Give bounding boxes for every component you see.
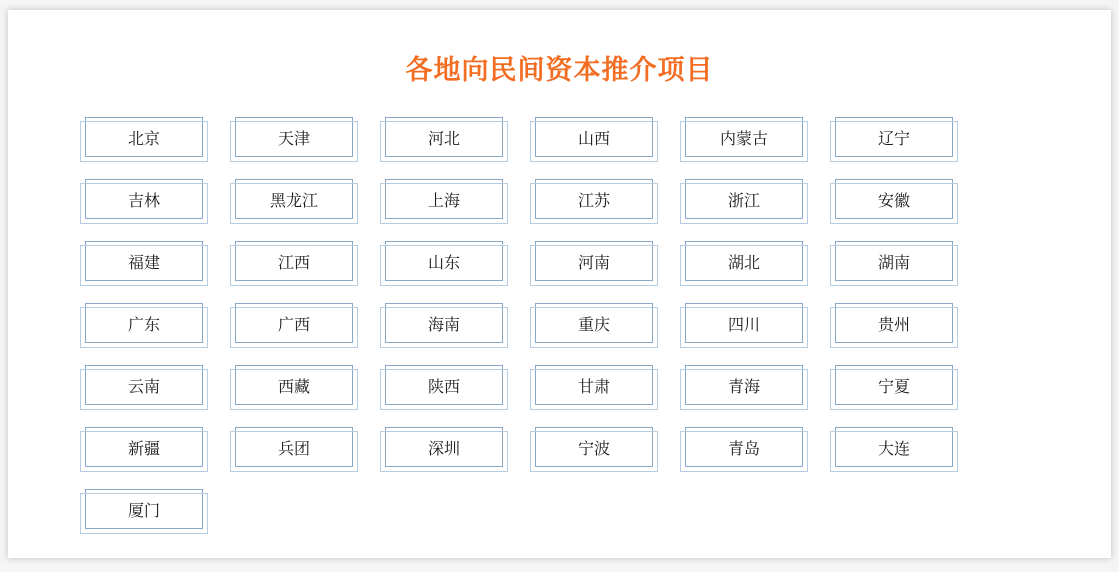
region-button[interactable]	[835, 117, 953, 157]
region-label: 海南	[427, 316, 460, 334]
region-button[interactable]	[835, 427, 953, 467]
region-label: 贵州	[877, 316, 910, 334]
region-button[interactable]	[685, 303, 803, 343]
region-button[interactable]	[535, 365, 653, 405]
region-button[interactable]	[835, 303, 953, 343]
region-button[interactable]	[835, 241, 953, 281]
region-button[interactable]	[235, 117, 353, 157]
page-title: 各地向民间资本推介项目	[405, 55, 714, 85]
region-label: 厦门	[127, 502, 160, 520]
region-button[interactable]	[835, 365, 953, 405]
region-label: 吉林	[127, 192, 160, 210]
region-label: 河北	[427, 130, 460, 148]
region-grid	[8, 117, 1111, 529]
region-button[interactable]	[685, 427, 803, 467]
region-label: 北京	[127, 130, 160, 148]
region-button[interactable]	[235, 427, 353, 467]
region-button[interactable]	[85, 241, 203, 281]
region-label: 山东	[427, 254, 460, 272]
region-button[interactable]	[385, 241, 503, 281]
region-button[interactable]	[85, 365, 203, 405]
region-button[interactable]	[685, 179, 803, 219]
region-button[interactable]	[685, 241, 803, 281]
region-label: 青海	[727, 378, 760, 396]
region-button[interactable]	[85, 179, 203, 219]
region-label: 深圳	[427, 440, 460, 458]
region-label: 陕西	[427, 378, 460, 396]
region-button[interactable]	[535, 303, 653, 343]
region-button[interactable]	[385, 303, 503, 343]
region-button[interactable]	[535, 179, 653, 219]
region-button[interactable]	[385, 365, 503, 405]
region-label: 江西	[277, 254, 310, 272]
region-label: 宁夏	[877, 378, 910, 396]
region-label: 四川	[727, 316, 760, 334]
region-label: 黑龙江	[269, 192, 318, 210]
region-button[interactable]	[535, 427, 653, 467]
region-button[interactable]	[685, 365, 803, 405]
region-label: 内蒙古	[719, 130, 768, 148]
region-label: 湖北	[727, 254, 760, 272]
region-label: 新疆	[127, 440, 160, 458]
region-label: 青岛	[727, 440, 760, 458]
region-button[interactable]	[85, 427, 203, 467]
region-label: 广东	[127, 316, 160, 334]
region-button[interactable]	[85, 117, 203, 157]
region-label: 西藏	[277, 378, 310, 396]
region-button[interactable]	[235, 179, 353, 219]
region-button[interactable]	[235, 241, 353, 281]
region-label: 重庆	[577, 316, 610, 334]
region-label: 江苏	[577, 192, 610, 210]
region-label: 兵团	[277, 440, 310, 458]
region-button[interactable]	[835, 179, 953, 219]
region-label: 上海	[427, 192, 460, 210]
region-label: 云南	[127, 378, 160, 396]
region-label: 安徽	[877, 192, 910, 210]
region-button[interactable]	[685, 117, 803, 157]
region-button[interactable]	[235, 303, 353, 343]
region-label: 大连	[877, 440, 910, 458]
region-label: 天津	[277, 130, 310, 148]
region-button[interactable]	[385, 117, 503, 157]
region-button[interactable]	[535, 241, 653, 281]
region-label: 山西	[577, 130, 610, 148]
region-label: 广西	[277, 316, 310, 334]
region-label: 河南	[577, 254, 610, 272]
region-label: 福建	[127, 254, 160, 272]
region-label: 浙江	[727, 192, 760, 210]
region-label: 湖南	[877, 254, 910, 272]
region-button[interactable]	[85, 489, 203, 529]
region-button[interactable]	[85, 303, 203, 343]
region-button[interactable]	[535, 117, 653, 157]
region-label: 辽宁	[877, 130, 910, 148]
region-button[interactable]	[235, 365, 353, 405]
page-panel	[8, 10, 1111, 558]
region-button[interactable]	[385, 427, 503, 467]
region-label: 甘肃	[577, 378, 610, 396]
region-button[interactable]	[385, 179, 503, 219]
region-label: 宁波	[577, 440, 610, 458]
